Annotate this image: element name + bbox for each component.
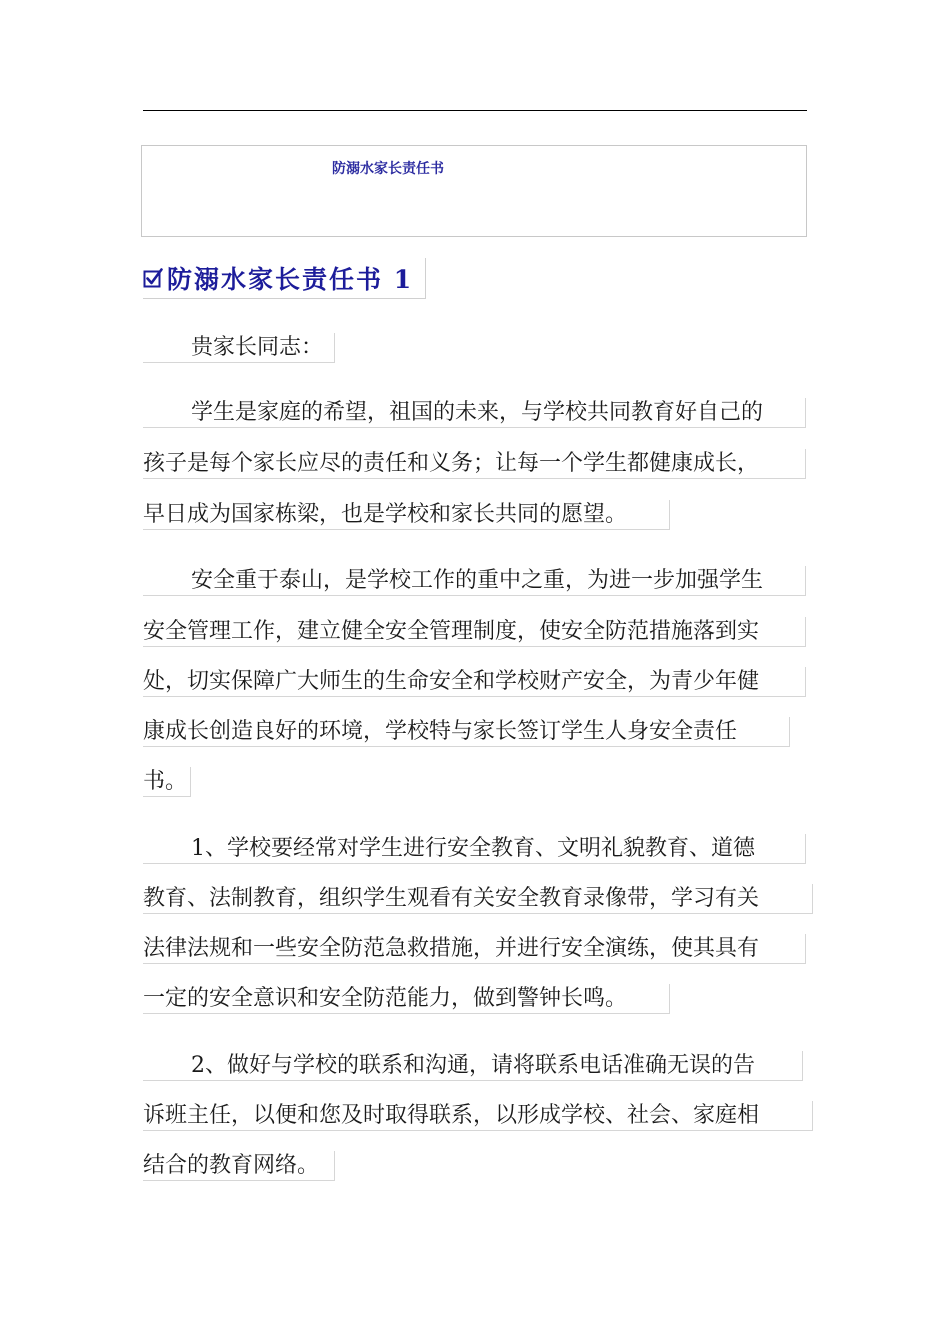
paragraph-4-line-3: 结合的教育网络。 [143, 1151, 335, 1181]
paragraph-3-line-3: 法律法规和一些安全防范急救措施，并进行安全演练，使其具有 [143, 934, 806, 964]
section-title: 防溺水家长责任书 1 [167, 265, 414, 294]
paragraph-4-line-2: 诉班主任，以便和您及时取得联系，以形成学校、社会、家庭相 [143, 1101, 813, 1131]
document-header [141, 145, 807, 237]
salutation: 贵家长同志： [143, 333, 335, 363]
paragraph-2-line-3: 处，切实保障广大师生的生命安全和学校财产安全，为青少年健 [143, 667, 806, 697]
paragraph-1-line-1: 学生是家庭的希望，祖国的未来，与学校共同教育好自己的 [143, 398, 806, 428]
top-rule [143, 110, 807, 111]
paragraph-1-line-3: 早日成为国家栋梁，也是学校和家长共同的愿望。 [143, 500, 670, 530]
paragraph-2-line-5: 书。 [143, 767, 191, 797]
checkbox-checked-icon [143, 268, 163, 288]
paragraph-3-line-2: 教育、法制教育，组织学生观看有关安全教育录像带，学习有关 [143, 884, 813, 914]
paragraph-3-line-4: 一定的安全意识和安全防范能力，做到警钟长鸣。 [143, 984, 670, 1014]
paragraph-4-line-1: 2、做好与学校的联系和沟通，请将联系电话准确无误的告 [143, 1051, 803, 1081]
paragraph-2-line-1: 安全重于泰山，是学校工作的重中之重，为进一步加强学生 [143, 566, 806, 596]
header-title: 防溺水家长责任书 [332, 161, 444, 177]
paragraph-2-line-4: 康成长创造良好的环境，学校特与家长签订学生人身安全责任 [143, 717, 790, 747]
section-heading [143, 258, 426, 299]
paragraph-1-line-2: 孩子是每个家长应尽的责任和义务；让每一个学生都健康成长， [143, 449, 806, 479]
paragraph-3-line-1: 1、学校要经常对学生进行安全教育、文明礼貌教育、道德 [143, 834, 806, 864]
paragraph-2-line-2: 安全管理工作，建立健全安全管理制度，使安全防范措施落到实 [143, 617, 806, 647]
